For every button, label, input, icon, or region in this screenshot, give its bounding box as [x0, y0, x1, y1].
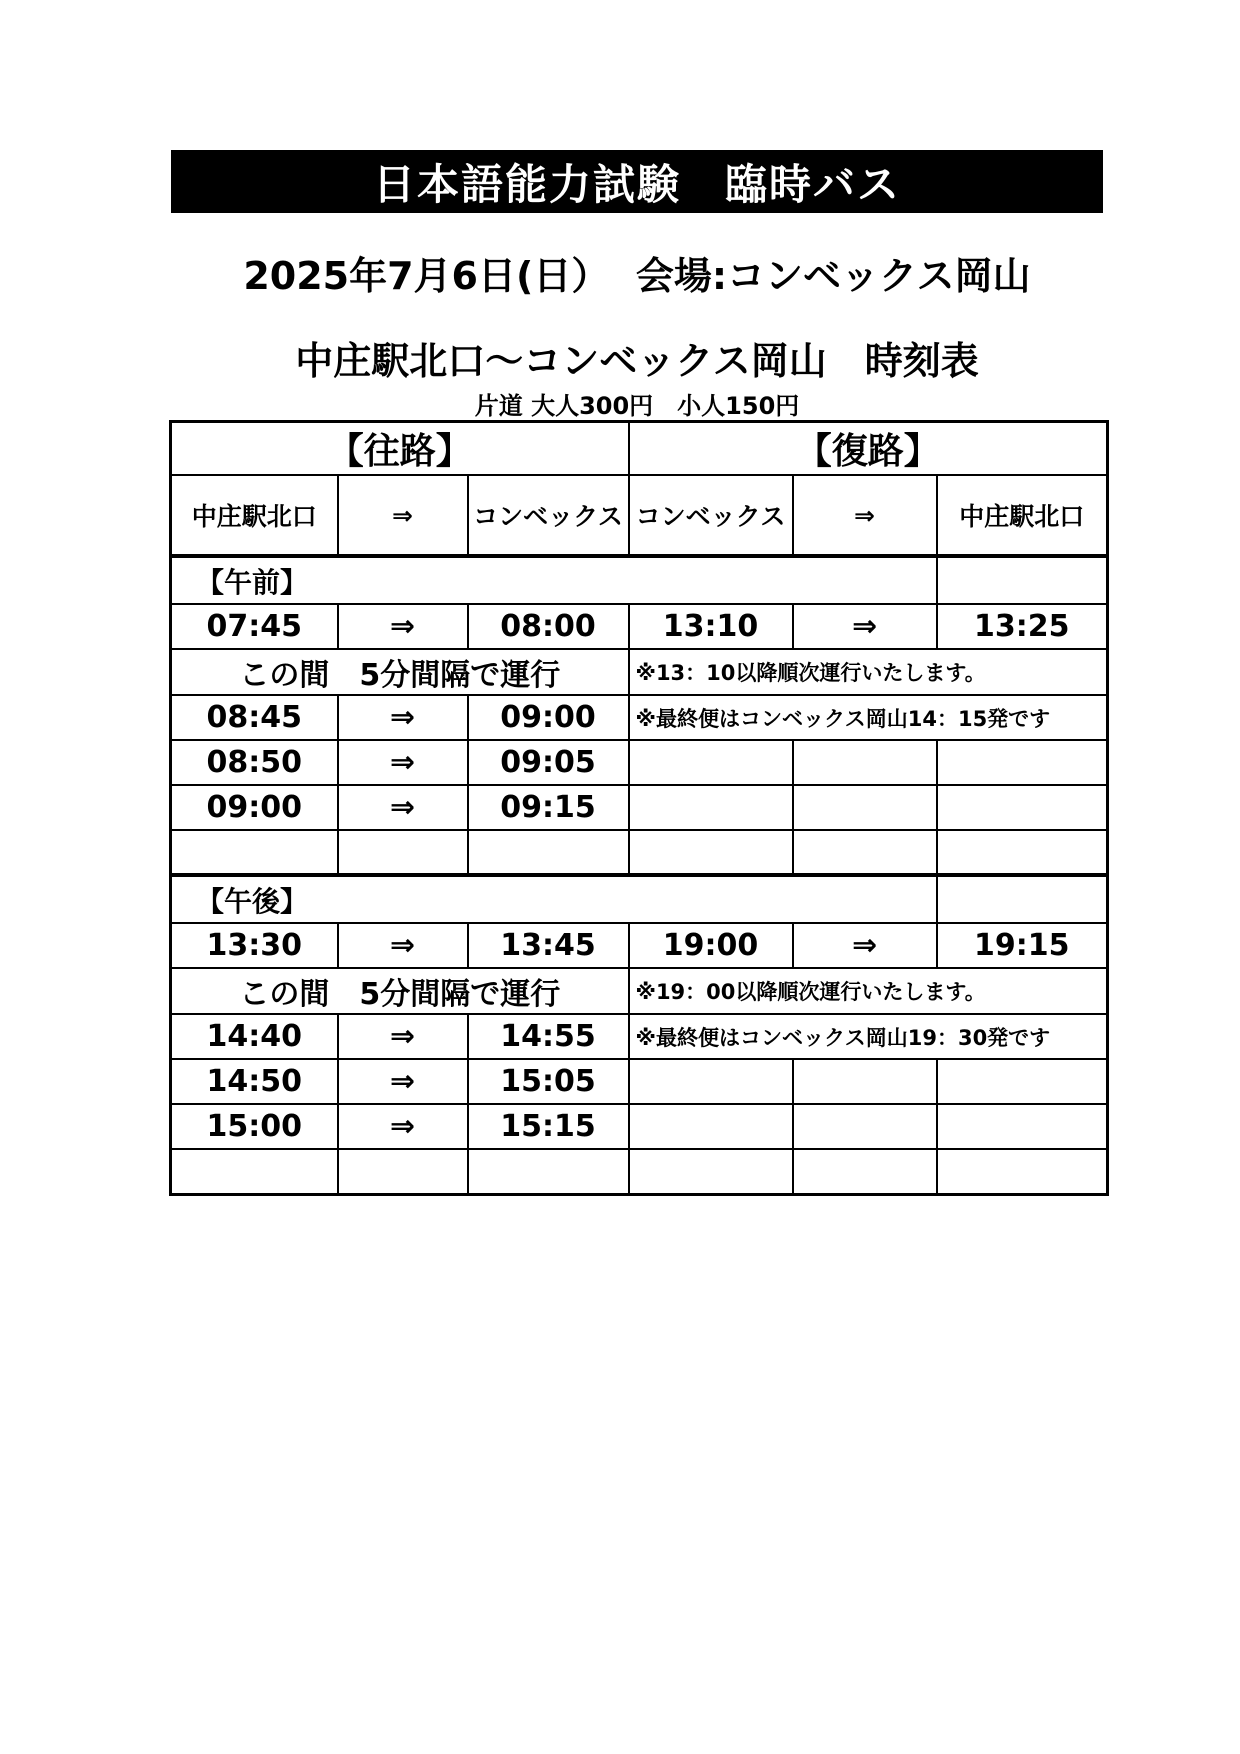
- table-row: [171, 923, 1108, 968]
- arrival-time: 14:55: [468, 1014, 629, 1059]
- arrow: ⇒: [338, 923, 468, 968]
- morning-label: 【午前】: [171, 556, 937, 604]
- return-note: ※19：00以降順次運行いたします。: [629, 968, 1108, 1014]
- empty-cell: [171, 830, 338, 875]
- col-arrow-return: ⇒: [793, 475, 937, 556]
- empty-cell: [937, 556, 1108, 604]
- empty-cell: [171, 1149, 338, 1194]
- inbound-header: 【復路】: [629, 422, 1108, 476]
- col-nakasho-arrival: 中庄駅北口: [937, 475, 1108, 556]
- empty-cell: [793, 1059, 937, 1104]
- arrival-time: 09:00: [468, 695, 629, 740]
- arrow: ⇒: [793, 923, 937, 968]
- interval-note: この間 5分間隔で運行: [171, 649, 629, 695]
- table-row: [171, 649, 1108, 695]
- col-nakasho-departure: 中庄駅北口: [171, 475, 338, 556]
- empty-cell: [793, 830, 937, 875]
- table-row: [171, 968, 1108, 1014]
- departure-time: 13:30: [171, 923, 338, 968]
- col-convex-arrival: コンベックス: [468, 475, 629, 556]
- departure-time: 14:40: [171, 1014, 338, 1059]
- arrival-time: 08:00: [468, 604, 629, 649]
- empty-cell: [629, 1149, 793, 1194]
- arrow: ⇒: [338, 695, 468, 740]
- arrow: ⇒: [338, 740, 468, 785]
- outbound-header: 【往路】: [171, 422, 629, 476]
- empty-cell: [937, 740, 1108, 785]
- empty-cell: [937, 830, 1108, 875]
- empty-cell: [793, 1104, 937, 1149]
- empty-cell: [937, 785, 1108, 830]
- col-arrow: ⇒: [338, 475, 468, 556]
- departure-time: 14:50: [171, 1059, 338, 1104]
- last-bus-note: ※最終便はコンベックス岡山19：30発です: [629, 1014, 1108, 1059]
- table-row: [171, 1059, 1108, 1104]
- empty-cell: [793, 740, 937, 785]
- arrow: ⇒: [338, 604, 468, 649]
- interval-note: この間 5分間隔で運行: [171, 968, 629, 1014]
- banner-title: 日本語能力試験 臨時バス: [171, 150, 1103, 213]
- departure-time: 08:45: [171, 695, 338, 740]
- event-date-venue: 2025年7月6日(日） 会場:コンベックス岡山: [243, 254, 1031, 298]
- arrow: ⇒: [338, 1104, 468, 1149]
- empty-cell: [629, 1104, 793, 1149]
- afternoon-label: 【午後】: [171, 875, 937, 923]
- empty-cell: [937, 1149, 1108, 1194]
- arrow: ⇒: [793, 604, 937, 649]
- direction-header-row: [171, 422, 1108, 476]
- arrow: ⇒: [338, 1059, 468, 1104]
- departure-time: 08:50: [171, 740, 338, 785]
- table-row: [171, 1014, 1108, 1059]
- table-row: [171, 740, 1108, 785]
- empty-cell: [793, 1149, 937, 1194]
- empty-cell: [937, 875, 1108, 923]
- empty-cell: [937, 1059, 1108, 1104]
- arrival-time: 15:05: [468, 1059, 629, 1104]
- fare-info: 片道 大人300円 小人150円: [474, 392, 800, 420]
- arrival-time: 09:15: [468, 785, 629, 830]
- return-note: ※13：10以降順次運行いたします。: [629, 649, 1108, 695]
- return-departure-time: 13:10: [629, 604, 793, 649]
- empty-cell: [338, 830, 468, 875]
- departure-time: 09:00: [171, 785, 338, 830]
- table-row: [171, 1104, 1108, 1149]
- empty-cell: [937, 1104, 1108, 1149]
- last-bus-note: ※最終便はコンベックス岡山14：15発です: [629, 695, 1108, 740]
- arrow: ⇒: [338, 1014, 468, 1059]
- return-arrival-time: 13:25: [937, 604, 1108, 649]
- return-departure-time: 19:00: [629, 923, 793, 968]
- afternoon-label-row: [171, 875, 1108, 923]
- empty-cell: [629, 830, 793, 875]
- empty-cell: [468, 830, 629, 875]
- table-row: [171, 1149, 1108, 1194]
- empty-cell: [338, 1149, 468, 1194]
- departure-time: 07:45: [171, 604, 338, 649]
- return-arrival-time: 19:15: [937, 923, 1108, 968]
- table-row: [171, 830, 1108, 875]
- table-row: [171, 785, 1108, 830]
- empty-cell: [468, 1149, 629, 1194]
- arrow: ⇒: [338, 785, 468, 830]
- table-row: [171, 604, 1108, 649]
- arrival-time: 09:05: [468, 740, 629, 785]
- empty-cell: [629, 1059, 793, 1104]
- morning-label-row: [171, 556, 1108, 604]
- col-convex-departure: コンベックス: [629, 475, 793, 556]
- departure-time: 15:00: [171, 1104, 338, 1149]
- arrival-time: 15:15: [468, 1104, 629, 1149]
- column-header-row: [171, 475, 1108, 556]
- empty-cell: [629, 740, 793, 785]
- timetable: [169, 420, 1109, 1196]
- arrival-time: 13:45: [468, 923, 629, 968]
- empty-cell: [793, 785, 937, 830]
- empty-cell: [629, 785, 793, 830]
- timetable-title: 中庄駅北口～コンベックス岡山 時刻表: [295, 339, 979, 383]
- table-row: [171, 695, 1108, 740]
